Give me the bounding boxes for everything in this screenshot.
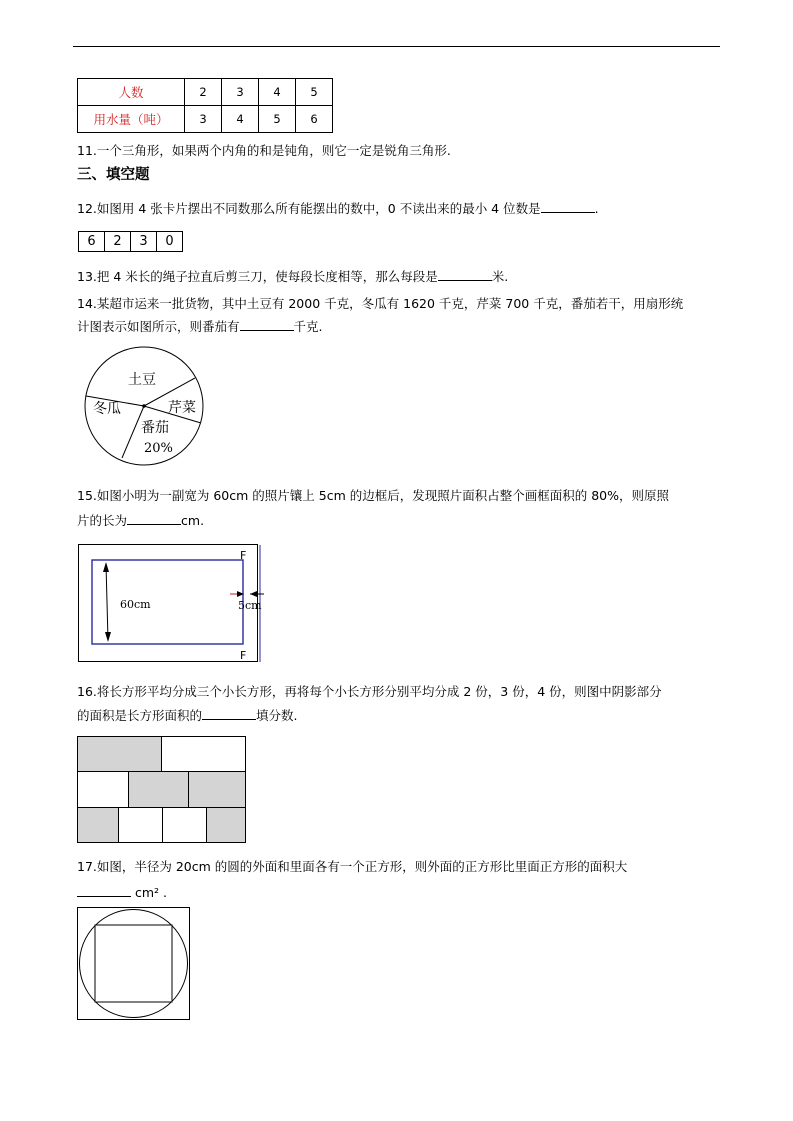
- question-11: 11.一个三角形，如果两个内角的和是钝角，则它一定是锐角三角形.: [77, 143, 451, 158]
- question-17-line2: [77, 884, 167, 902]
- pie-center: [142, 404, 146, 408]
- pie-label-tomato: 番茄: [141, 420, 169, 436]
- question-end: 填分数.: [256, 708, 298, 723]
- digit-card: 2: [105, 232, 131, 252]
- question-16-line2: [77, 707, 298, 725]
- arrow-head-up: [103, 562, 109, 572]
- circle: [80, 910, 188, 1018]
- water-usage-table: [77, 78, 333, 133]
- question-text: 13.把 4 米长的绳子拉直后剪三刀，使每段长度相等，那么每段是: [77, 269, 438, 284]
- unshaded-part: [77, 771, 129, 808]
- arrow-head-left: [250, 591, 257, 597]
- pie-percent-tomato: 20%: [144, 441, 173, 456]
- row-header: 用水量（吨）: [78, 106, 185, 133]
- question-text: 12.如图用 4 张卡片摆出不同数那么所有能摆出的数中，0 不读出来的最小 4 位数是: [77, 201, 541, 216]
- table-cell: 3: [222, 79, 259, 106]
- table-row: [78, 106, 333, 133]
- digit-cards: [78, 231, 183, 252]
- outer-square: [78, 908, 190, 1020]
- question-17-line1: 17.如图，半径为 20cm 的圆的外面和里面各有一个正方形，则外面的正方形比里面正方形的面积大: [77, 859, 628, 874]
- unshaded-part: [118, 807, 163, 843]
- shaded-part: [77, 736, 162, 772]
- inner-square: [95, 925, 172, 1002]
- question-15-line2: [77, 512, 204, 530]
- digit-card: 0: [157, 232, 183, 252]
- section-heading: 三、填空题: [77, 167, 150, 183]
- width-arrow: [106, 564, 108, 640]
- shaded-part: [128, 771, 189, 808]
- frame-mark-bottom: F: [240, 649, 247, 662]
- table-cell: 5: [296, 79, 333, 106]
- answer-blank[interactable]: [202, 707, 256, 720]
- answer-blank[interactable]: [541, 200, 595, 213]
- shaded-part: [188, 771, 246, 808]
- answer-blank[interactable]: [127, 512, 181, 525]
- question-end: 米.: [491, 269, 509, 284]
- photo-frame-figure: [78, 544, 264, 664]
- question-end: .: [163, 885, 168, 900]
- table-cell: 2: [185, 79, 222, 106]
- unit: cm²: [134, 885, 160, 900]
- border-label: 5cm: [238, 599, 262, 612]
- question-14-line2: [77, 318, 323, 336]
- question-text: 片的长为: [77, 513, 128, 528]
- table-cell: 5: [259, 106, 296, 133]
- unshaded-part: [161, 736, 246, 772]
- question-end: .: [594, 201, 599, 216]
- header-rule: [73, 46, 720, 47]
- row-header: 人数: [78, 79, 185, 106]
- table-cell: 4: [259, 79, 296, 106]
- digit-card: 3: [131, 232, 157, 252]
- question-end: cm.: [181, 513, 205, 528]
- frame-mark-top: F: [240, 549, 247, 562]
- question-15-line1: 15.如图小明为一副宽为 60cm 的照片镶上 5cm 的边框后，发现照片面积占整个画框面积的 80%，则原照: [77, 488, 669, 503]
- question-14-line1: 14.某超市运来一批货物，其中土豆有 2000 千克，冬瓜有 1620 千克，芹菜 700 千克，番茄若干，用扇形统: [77, 296, 684, 311]
- table-cell: 3: [185, 106, 222, 133]
- unshaded-part: [162, 807, 207, 843]
- answer-blank[interactable]: [240, 318, 294, 331]
- table-row: [78, 79, 333, 106]
- question-text: 的面积是长方形面积的: [77, 708, 203, 723]
- rectangle-division-figure: [77, 736, 246, 843]
- answer-blank[interactable]: [438, 268, 492, 281]
- pie-label-celery: 芹菜: [168, 400, 196, 416]
- question-text: 计图表示如图所示，则番茄有: [77, 319, 240, 334]
- inner-photo: [92, 560, 243, 644]
- width-label: 60cm: [120, 598, 151, 611]
- pie-label-wax-gourd: 冬瓜: [93, 401, 121, 417]
- circle-squares-figure: [77, 907, 191, 1021]
- pie-label-potato: 土豆: [128, 372, 156, 388]
- digit-card: 6: [79, 232, 105, 252]
- question-16-line1: 16.将长方形平均分成三个小长方形，再将每个小长方形分别平均分成 2 份，3 份，4 份，则图中阴影部分: [77, 684, 662, 699]
- answer-blank[interactable]: [77, 884, 131, 897]
- question-end: 千克.: [293, 319, 323, 334]
- pie-chart: [78, 344, 208, 470]
- question-13: [77, 268, 508, 286]
- table-cell: 4: [222, 106, 259, 133]
- shaded-part: [206, 807, 246, 843]
- table-cell: 6: [296, 106, 333, 133]
- question-12: [77, 200, 599, 218]
- shaded-part: [77, 807, 119, 843]
- arrow-head-down: [105, 632, 111, 642]
